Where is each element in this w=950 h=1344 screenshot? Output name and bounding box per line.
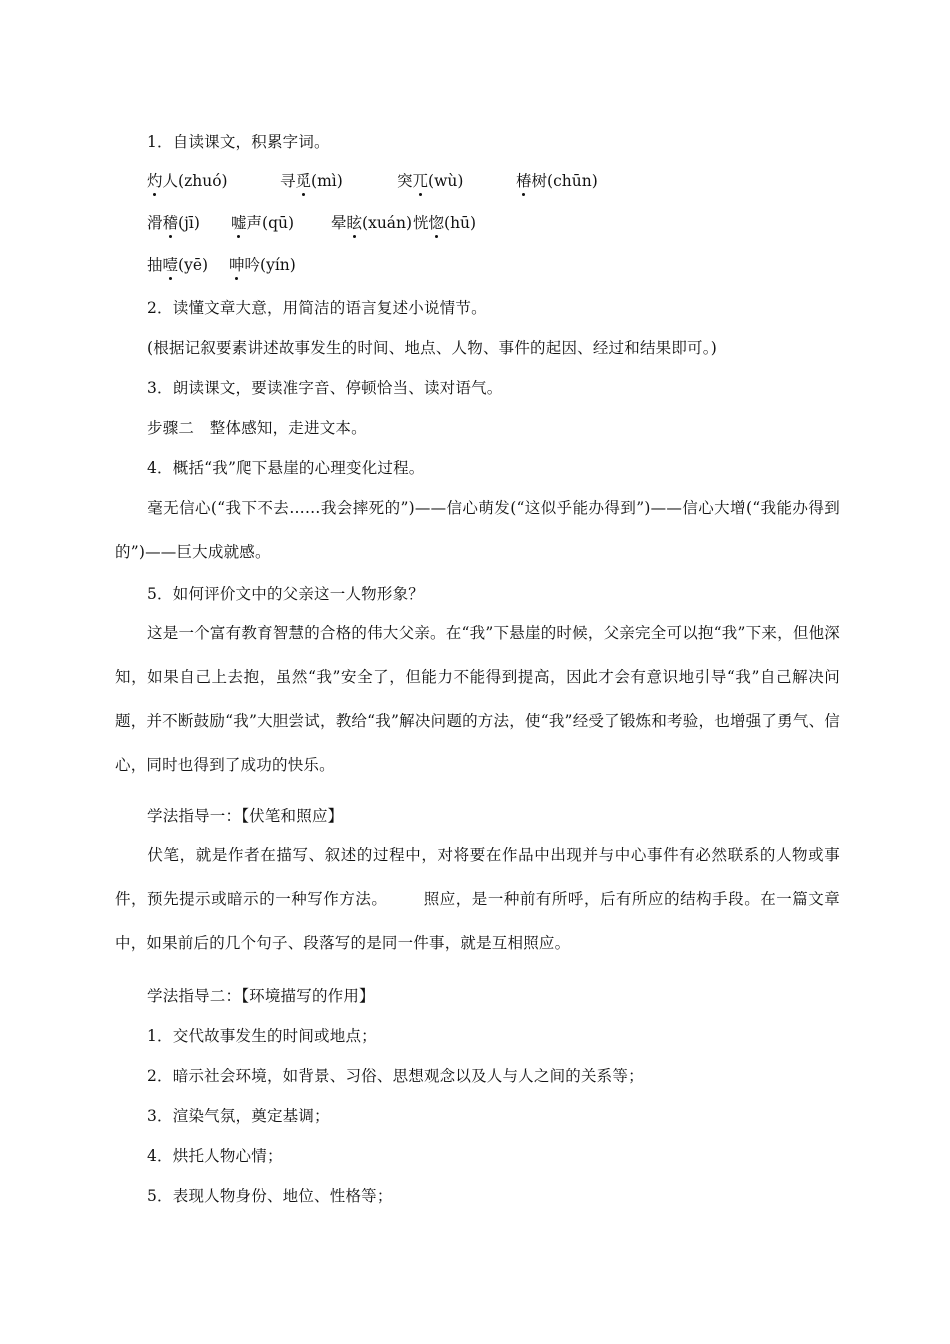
step2-title: 步骤二 整体感知，走进文本。 — [147, 419, 367, 437]
item4-title: 4．概括“我”爬下悬崖的心理变化过程。 — [147, 459, 425, 477]
guide2-item: 2．暗示社会环境，如背景、习俗、思想观念以及人与人之间的关系等； — [147, 1067, 644, 1085]
vocab-word: 椿树(chūn) — [516, 172, 598, 190]
guide1-text: 伏笔，就是作者在描写、叙述的过程中，对将要在作品中出现并与中心事件有必然联系的人物或事件，预先提示或暗示的一种写作方法。 照应，是一种前有所呼，后有所应的结构手段。在一篇文章中，如果前后的几个句子、段落写的是同一件事，就是互相照应。 — [115, 846, 841, 952]
vocab-word: 灼人(zhuó) — [147, 172, 228, 190]
guide2-item: 4．烘托人物心情； — [147, 1147, 283, 1165]
vocab-word: 呻吟(yín) — [229, 256, 296, 274]
guide2-title: 学法指导二：【环境描写的作用】 — [147, 987, 375, 1005]
item1-title: 1．自读课文，积累字词。 — [147, 133, 330, 151]
vocab-word: 抽噎(yē) — [147, 256, 209, 274]
item5-title: 5．如何评价文中的父亲这一人物形象？ — [147, 585, 424, 603]
guide2-item: 5．表现人物身份、地位、性格等； — [147, 1187, 393, 1205]
vocab-word: 嘘声(qū) — [231, 214, 295, 232]
vocab-word: 晕眩(xuán) — [331, 214, 413, 232]
vocab-word: 寻觅(mì) — [280, 172, 343, 190]
item2-title: 2．读懂文章大意，用简洁的语言复述小说情节。 — [147, 299, 487, 317]
item2-answer: (根据记叙要素讲述故事发生的时间、地点、人物、事件的起因、经过和结果即可。) — [147, 339, 717, 357]
item3-title: 3．朗读课文，要读准字音、停顿恰当、读对语气。 — [147, 379, 503, 397]
item4-answer: 毫无信心(“我下不去……我会摔死的”)——信心萌发(“这似乎能办得到”)——信心大增(“我能办得到的”)——巨大成就感。 — [115, 499, 840, 561]
guide2-item: 1．交代故事发生的时间或地点； — [147, 1027, 377, 1045]
guide1-title: 学法指导一：【伏笔和照应】 — [147, 807, 344, 825]
guide2-item: 3．渲染气氛，奠定基调； — [147, 1107, 330, 1125]
vocab-word: 滑稽(jī) — [147, 214, 200, 232]
vocab-word: 突兀(wù) — [397, 172, 464, 190]
item5-answer: 这是一个富有教育智慧的合格的伟大父亲。在“我”下悬崖的时候，父亲完全可以抱“我”下来，但他深知，如果自己上去抱，虽然“我”安全了，但能力不能得到提高，因此才会有意识地引导“我”自己解决问题，并不断鼓励“我”大胆尝试，教给“我”解决问题的方法，使“我”经受了锻炼和考验，也增强了勇气、信心，同时也得到了成功的快乐。 — [115, 624, 840, 774]
vocab-word: 恍惚(hū) — [413, 214, 477, 232]
